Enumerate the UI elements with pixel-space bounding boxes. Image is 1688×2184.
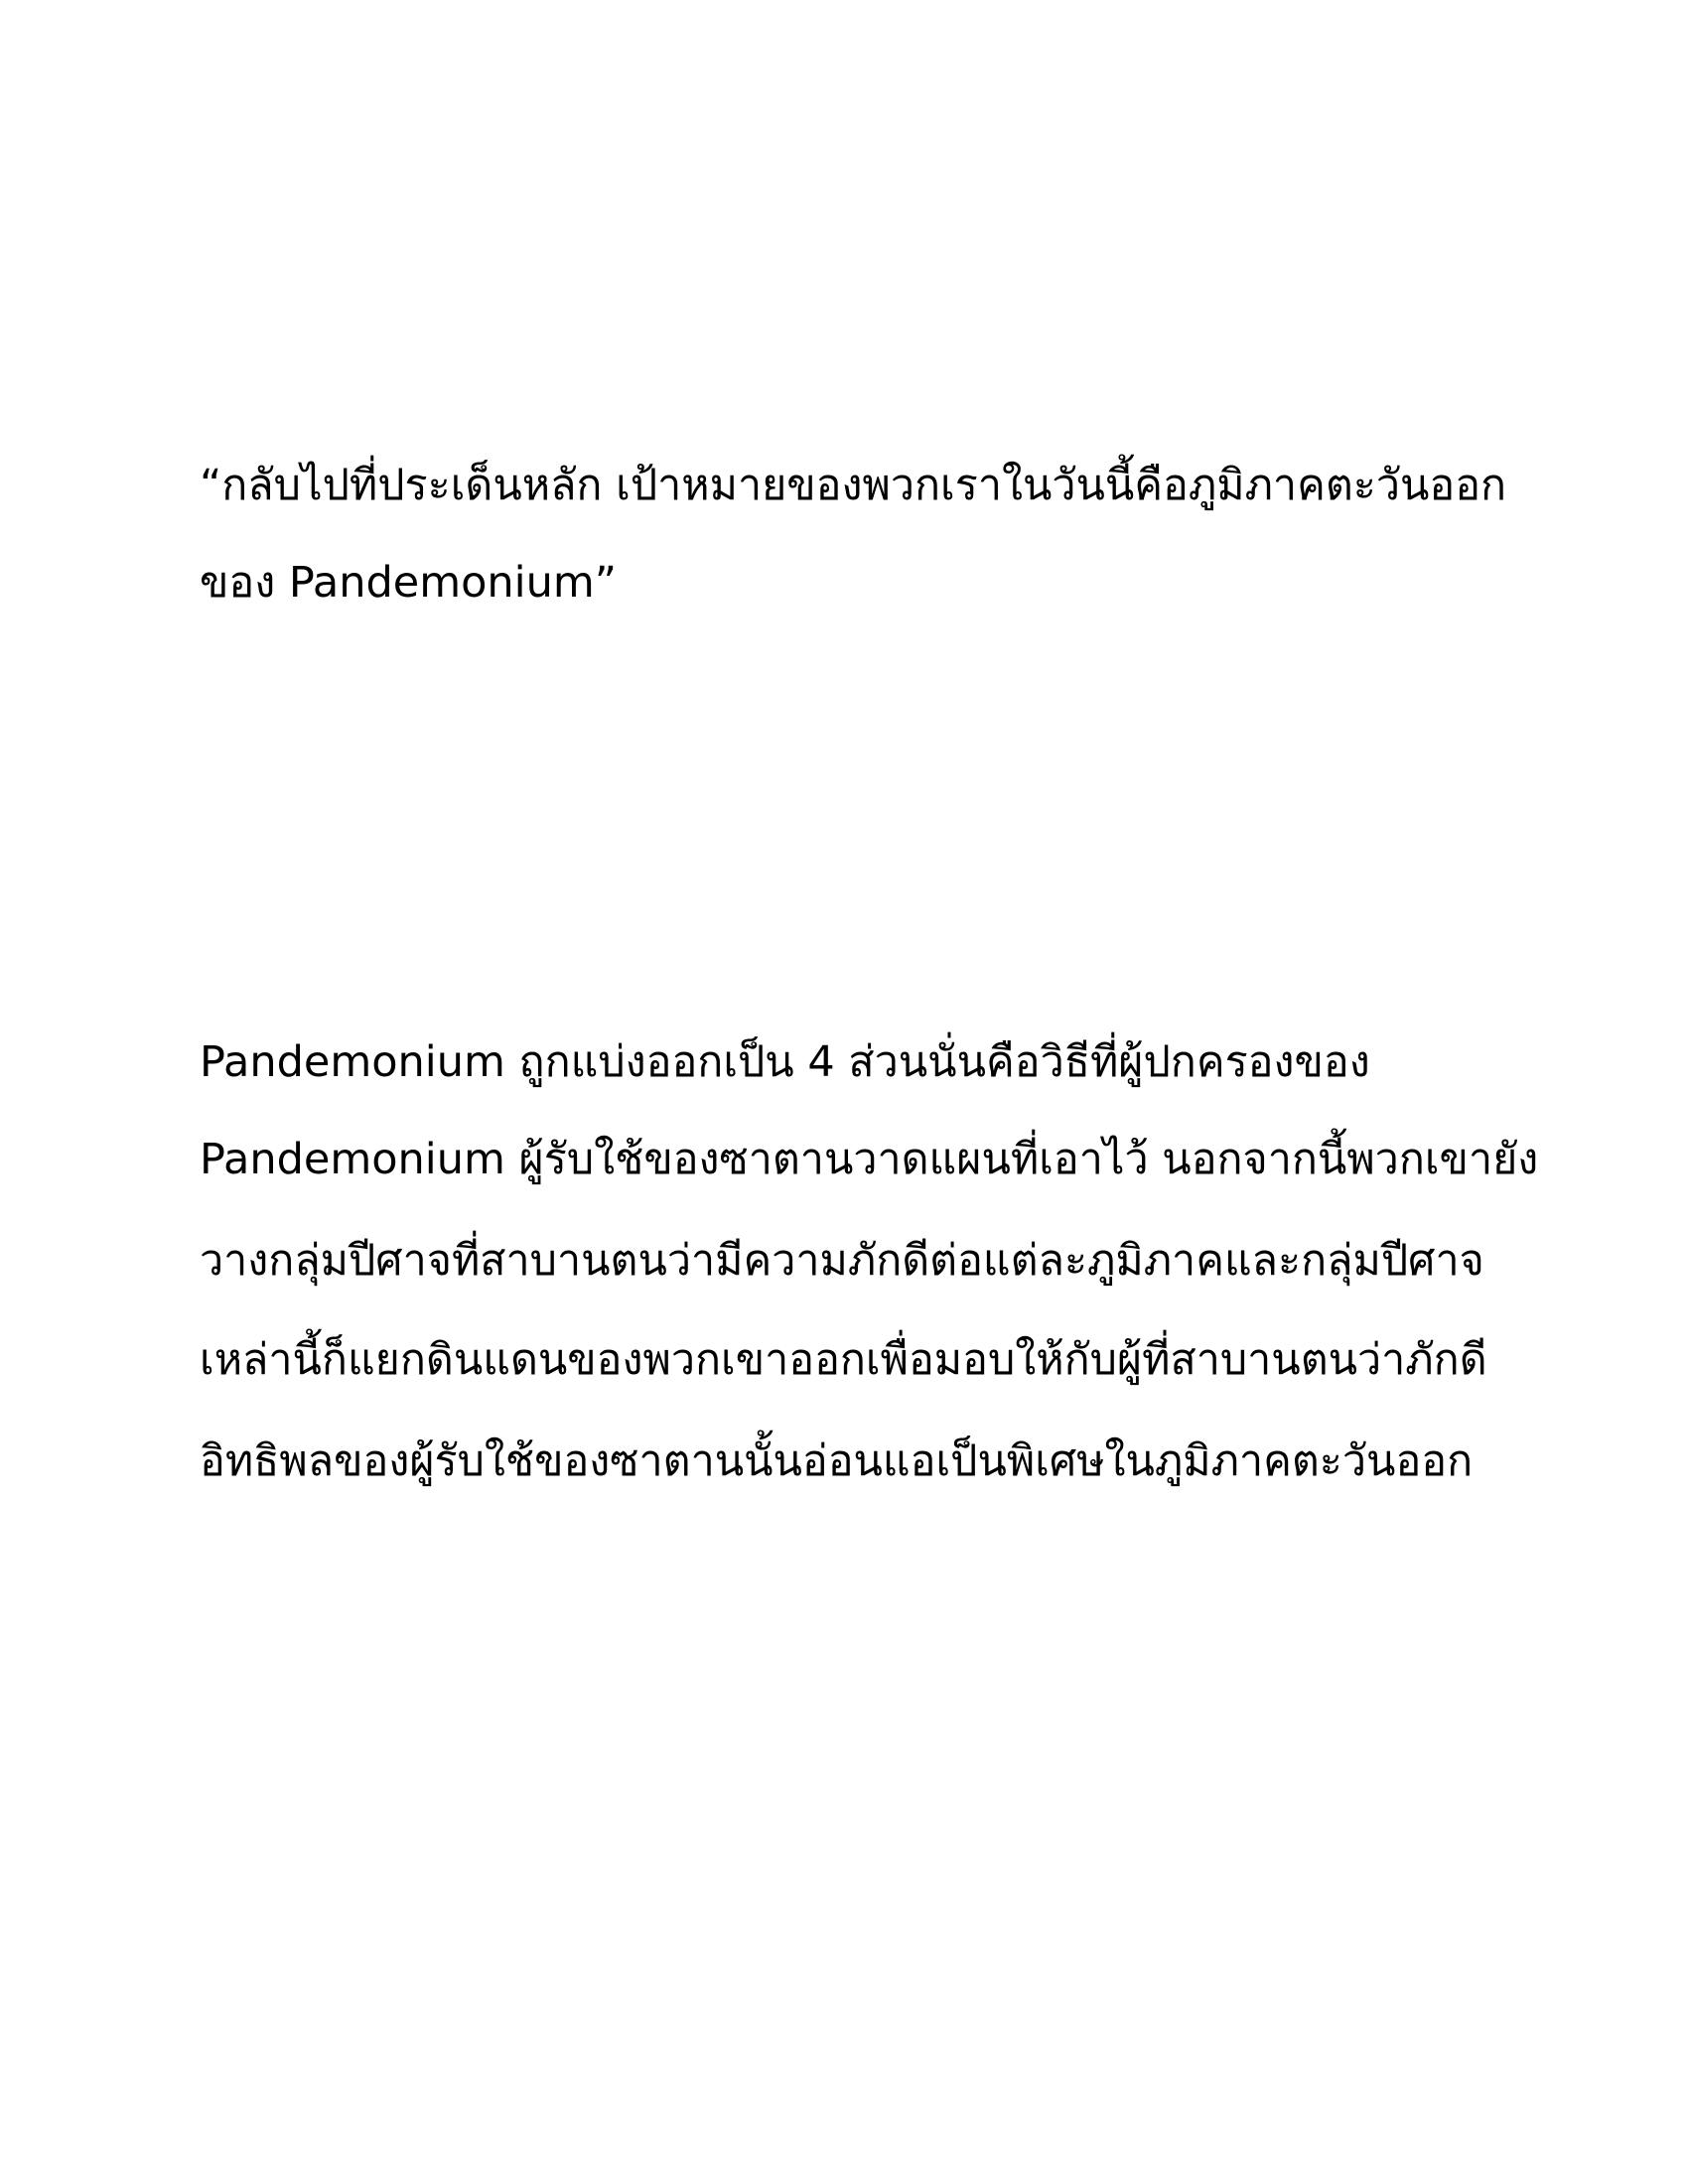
text-line: เหล่านี้ก็แยกดินแดนของพวกเขาออกเพื่อมอบให้กับผู้ที่สาบานตนว่าภักดี: [200, 1335, 1487, 1385]
text-line: ของ Pandemonium”: [200, 558, 618, 608]
text-line: อิทธิพลของผู้รับใช้ของซาตานนั้นอ่อนแอเป็นพิเศษในภูมิภาคตะวันออก: [200, 1436, 1474, 1486]
text-line: “กลับไปที่ประเด็นหลัก เป้าหมายของพวกเราในวันนี้คือภูมิภาคตะวันออก: [200, 461, 1507, 510]
text-line: วางกลุ่มปีศาจที่สาบานตนว่ามีความภักดีต่อแต่ละภูมิภาคและกลุ่มปีศาจ: [200, 1236, 1484, 1286]
text-line: Pandemonium ผู้รับใช้ของซาตานวาดแผนที่เอาไว้ นอกจากนี้พวกเขายัง: [200, 1135, 1539, 1184]
text-line: Pandemonium ถูกแบ่งออกเป็น 4 ส่วนนั่นคือวิธีที่ผู้ปกครองของ: [200, 1037, 1370, 1087]
